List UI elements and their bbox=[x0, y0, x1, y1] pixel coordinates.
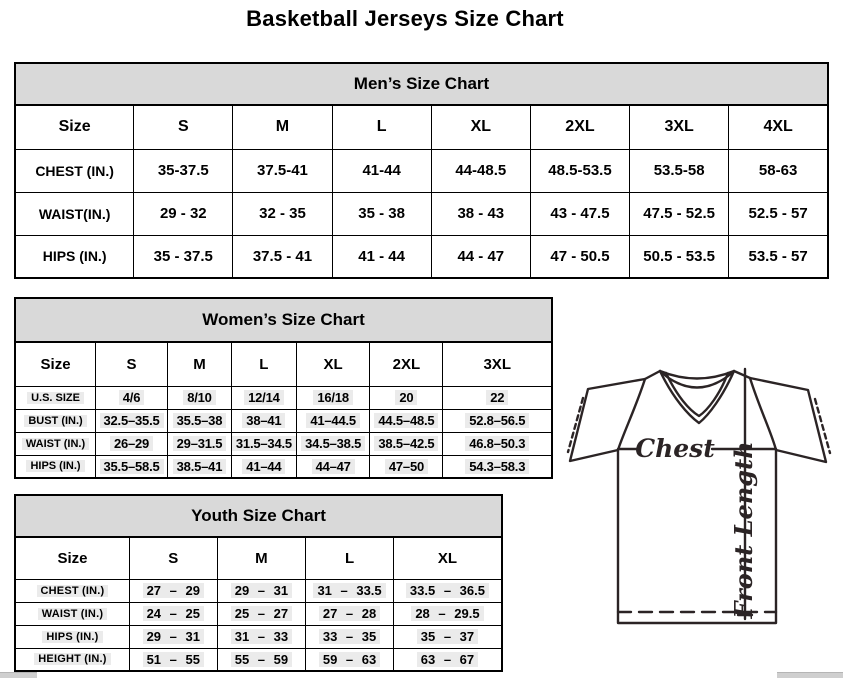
youth-cell-3-2-text: 59 – 63 bbox=[319, 652, 380, 667]
youth-size-table bbox=[14, 494, 503, 672]
mens-cell-1-1: 32 - 35 bbox=[233, 192, 332, 235]
youth-row-label-1 bbox=[15, 602, 129, 625]
womens-cell-0-3-text: 16/18 bbox=[313, 390, 353, 405]
womens-row-label-2-text: WAIST (IN.) bbox=[22, 438, 89, 450]
mens-cell-1-4: 43 - 47.5 bbox=[530, 192, 629, 235]
youth-row-1 bbox=[15, 602, 502, 625]
youth-size-label: Size bbox=[15, 537, 129, 579]
youth-col-header-s: S bbox=[129, 537, 217, 579]
womens-cell-2-1 bbox=[168, 432, 232, 455]
youth-cell-3-3 bbox=[393, 648, 502, 671]
womens-row-label-0-text: U.S. SIZE bbox=[27, 392, 84, 404]
youth-cell-2-0 bbox=[129, 625, 217, 648]
youth-cell-3-1 bbox=[217, 648, 306, 671]
mens-row-0 bbox=[15, 149, 828, 192]
womens-col-header-s: S bbox=[96, 342, 168, 386]
youth-cell-1-0-text: 24 – 25 bbox=[143, 606, 204, 621]
mens-row-label-1: WAIST(IN.) bbox=[15, 192, 134, 235]
youth-cell-1-1-text: 25 – 27 bbox=[231, 606, 292, 621]
youth-cell-2-3-text: 35 – 37 bbox=[417, 629, 478, 644]
womens-cell-1-3 bbox=[296, 409, 370, 432]
womens-cell-1-5 bbox=[443, 409, 552, 432]
mens-col-header-2xl: 2XL bbox=[530, 105, 629, 149]
womens-cell-0-4 bbox=[370, 386, 443, 409]
womens-cell-0-1 bbox=[168, 386, 232, 409]
youth-cell-2-1 bbox=[217, 625, 306, 648]
womens-cell-1-4 bbox=[370, 409, 443, 432]
scrollbar-fragment-left bbox=[0, 672, 37, 678]
womens-table-title: Women’s Size Chart bbox=[15, 298, 552, 342]
front-length-label: Front Length bbox=[729, 441, 758, 619]
mens-cell-1-3: 38 - 43 bbox=[431, 192, 530, 235]
youth-cell-0-3 bbox=[393, 579, 502, 602]
womens-size-label: Size bbox=[15, 342, 96, 386]
youth-table-title: Youth Size Chart bbox=[15, 495, 502, 537]
youth-row-0 bbox=[15, 579, 502, 602]
mens-cell-0-4: 48.5-53.5 bbox=[530, 149, 629, 192]
page-title: Basketball Jerseys Size Chart bbox=[246, 6, 564, 31]
mens-col-header-xl: XL bbox=[431, 105, 530, 149]
mens-row-1 bbox=[15, 192, 828, 235]
youth-cell-3-0 bbox=[129, 648, 217, 671]
mens-cell-1-6: 52.5 - 57 bbox=[729, 192, 828, 235]
womens-cell-2-3-text: 34.5–38.5 bbox=[301, 436, 365, 451]
mens-row-label-0: CHEST (IN.) bbox=[15, 149, 134, 192]
mens-cell-0-0: 35-37.5 bbox=[134, 149, 233, 192]
mens-cell-0-6: 58-63 bbox=[729, 149, 828, 192]
womens-cell-1-1 bbox=[168, 409, 232, 432]
youth-cell-3-2 bbox=[306, 648, 394, 671]
mens-row-2 bbox=[15, 235, 828, 278]
mens-col-header-m: M bbox=[233, 105, 332, 149]
youth-cell-0-1 bbox=[217, 579, 306, 602]
womens-cell-0-1-text: 8/10 bbox=[183, 390, 216, 405]
womens-cell-0-0-text: 4/6 bbox=[119, 390, 144, 405]
womens-cell-1-4-text: 44.5–48.5 bbox=[374, 413, 438, 428]
youth-cell-1-3 bbox=[393, 602, 502, 625]
womens-cell-2-5 bbox=[443, 432, 552, 455]
mens-row-label-2: HIPS (IN.) bbox=[15, 235, 134, 278]
womens-size-table bbox=[14, 297, 553, 479]
womens-row-label-2 bbox=[15, 432, 96, 455]
mens-col-header-4xl: 4XL bbox=[729, 105, 828, 149]
womens-cell-3-1 bbox=[168, 455, 232, 478]
youth-row-label-1-text: WAIST (IN.) bbox=[38, 608, 107, 620]
mens-size-table bbox=[14, 62, 829, 279]
womens-cell-1-0-text: 32.5–35.5 bbox=[100, 413, 164, 428]
mens-col-header-3xl: 3XL bbox=[630, 105, 729, 149]
jersey-measurement-diagram bbox=[558, 362, 840, 672]
youth-row-2 bbox=[15, 625, 502, 648]
mens-cell-0-3: 44-48.5 bbox=[431, 149, 530, 192]
youth-col-header-l: L bbox=[306, 537, 394, 579]
mens-cell-0-1: 37.5-41 bbox=[233, 149, 332, 192]
womens-cell-0-3 bbox=[296, 386, 370, 409]
youth-cell-1-1 bbox=[217, 602, 306, 625]
womens-cell-3-4-text: 47–50 bbox=[385, 459, 428, 474]
womens-row-3 bbox=[15, 455, 552, 478]
youth-row-label-3 bbox=[15, 648, 129, 671]
mens-cell-0-5: 53.5-58 bbox=[630, 149, 729, 192]
youth-cell-0-2-text: 31 – 33.5 bbox=[313, 583, 385, 598]
womens-cell-0-4-text: 20 bbox=[395, 390, 417, 405]
mens-col-header-s: S bbox=[134, 105, 233, 149]
youth-cell-2-1-text: 31 – 33 bbox=[231, 629, 292, 644]
womens-cell-2-0-text: 26–29 bbox=[110, 436, 153, 451]
mens-cell-2-6: 53.5 - 57 bbox=[729, 235, 828, 278]
mens-cell-2-1: 37.5 - 41 bbox=[233, 235, 332, 278]
womens-cell-2-4-text: 38.5–42.5 bbox=[374, 436, 438, 451]
womens-row-label-3 bbox=[15, 455, 96, 478]
womens-cell-2-2-text: 31.5–34.5 bbox=[232, 436, 296, 451]
womens-cell-3-3 bbox=[296, 455, 370, 478]
womens-cell-0-2 bbox=[231, 386, 296, 409]
womens-cell-3-2 bbox=[231, 455, 296, 478]
youth-cell-3-1-text: 55 – 59 bbox=[231, 652, 292, 667]
womens-cell-3-1-text: 38.5–41 bbox=[173, 459, 227, 474]
womens-cell-2-1-text: 29–31.5 bbox=[173, 436, 227, 451]
womens-cell-2-0 bbox=[96, 432, 168, 455]
womens-row-label-3-text: HIPS (IN.) bbox=[26, 460, 84, 472]
womens-row-0 bbox=[15, 386, 552, 409]
womens-cell-0-0 bbox=[96, 386, 168, 409]
womens-cell-1-0 bbox=[96, 409, 168, 432]
womens-cell-3-5-text: 54.3–58.3 bbox=[465, 459, 529, 474]
mens-table-title: Men’s Size Chart bbox=[15, 63, 828, 105]
womens-cell-2-3 bbox=[296, 432, 370, 455]
youth-row-label-2 bbox=[15, 625, 129, 648]
mens-cell-2-3: 44 - 47 bbox=[431, 235, 530, 278]
womens-col-header-xl: XL bbox=[296, 342, 370, 386]
womens-col-header-2xl: 2XL bbox=[370, 342, 443, 386]
youth-cell-1-0 bbox=[129, 602, 217, 625]
youth-cell-3-3-text: 63 – 67 bbox=[417, 652, 478, 667]
youth-cell-1-2 bbox=[306, 602, 394, 625]
womens-cell-2-5-text: 46.8–50.3 bbox=[465, 436, 529, 451]
womens-cell-2-4 bbox=[370, 432, 443, 455]
youth-cell-1-2-text: 27 – 28 bbox=[319, 606, 380, 621]
womens-col-header-m: M bbox=[168, 342, 232, 386]
mens-cell-2-2: 41 - 44 bbox=[332, 235, 431, 278]
womens-cell-1-5-text: 52.8–56.5 bbox=[465, 413, 529, 428]
youth-cell-3-0-text: 51 – 55 bbox=[143, 652, 204, 667]
mens-cell-2-0: 35 - 37.5 bbox=[134, 235, 233, 278]
youth-cell-0-0-text: 27 – 29 bbox=[143, 583, 204, 598]
womens-cell-2-2 bbox=[231, 432, 296, 455]
womens-row-label-1 bbox=[15, 409, 96, 432]
youth-cell-0-1-text: 29 – 31 bbox=[231, 583, 292, 598]
womens-cell-1-2-text: 38–41 bbox=[242, 413, 285, 428]
mens-col-header-l: L bbox=[332, 105, 431, 149]
womens-row-2 bbox=[15, 432, 552, 455]
jersey-outline bbox=[568, 369, 830, 623]
womens-cell-3-4 bbox=[370, 455, 443, 478]
youth-cell-0-2 bbox=[306, 579, 394, 602]
womens-cell-3-0-text: 35.5–58.5 bbox=[100, 459, 164, 474]
womens-cell-0-5 bbox=[443, 386, 552, 409]
chest-label: Chest bbox=[635, 434, 715, 463]
mens-cell-1-0: 29 - 32 bbox=[134, 192, 233, 235]
mens-cell-2-4: 47 - 50.5 bbox=[530, 235, 629, 278]
youth-col-header-xl: XL bbox=[393, 537, 502, 579]
youth-row-label-3-text: HEIGHT (IN.) bbox=[34, 653, 110, 665]
youth-col-header-m: M bbox=[217, 537, 306, 579]
mens-cell-0-2: 41-44 bbox=[332, 149, 431, 192]
youth-row-label-0-text: CHEST (IN.) bbox=[37, 585, 109, 597]
womens-col-header-3xl: 3XL bbox=[443, 342, 552, 386]
youth-cell-2-3 bbox=[393, 625, 502, 648]
womens-cell-1-2 bbox=[231, 409, 296, 432]
womens-cell-0-2-text: 12/14 bbox=[244, 390, 284, 405]
youth-cell-2-0-text: 29 – 31 bbox=[143, 629, 204, 644]
womens-cell-3-2-text: 41–44 bbox=[242, 459, 285, 474]
youth-cell-0-3-text: 33.5 – 36.5 bbox=[406, 583, 489, 598]
womens-row-label-0 bbox=[15, 386, 96, 409]
womens-cell-3-0 bbox=[96, 455, 168, 478]
mens-size-label: Size bbox=[15, 105, 134, 149]
womens-cell-1-1-text: 35.5–38 bbox=[173, 413, 227, 428]
womens-cell-1-3-text: 41–44.5 bbox=[306, 413, 360, 428]
womens-cell-0-5-text: 22 bbox=[486, 390, 508, 405]
youth-cell-1-3-text: 28 – 29.5 bbox=[411, 606, 483, 621]
womens-col-header-l: L bbox=[231, 342, 296, 386]
mens-cell-1-5: 47.5 - 52.5 bbox=[630, 192, 729, 235]
youth-cell-2-2 bbox=[306, 625, 394, 648]
youth-cell-2-2-text: 33 – 35 bbox=[319, 629, 380, 644]
womens-cell-3-3-text: 44–47 bbox=[312, 459, 355, 474]
youth-row-3 bbox=[15, 648, 502, 671]
youth-cell-0-0 bbox=[129, 579, 217, 602]
scrollbar-fragment-right bbox=[777, 672, 843, 678]
mens-cell-2-5: 50.5 - 53.5 bbox=[630, 235, 729, 278]
youth-row-label-2-text: HIPS (IN.) bbox=[42, 631, 102, 643]
youth-row-label-0 bbox=[15, 579, 129, 602]
womens-cell-3-5 bbox=[443, 455, 552, 478]
womens-row-1 bbox=[15, 409, 552, 432]
womens-row-label-1-text: BUST (IN.) bbox=[24, 415, 86, 427]
mens-cell-1-2: 35 - 38 bbox=[332, 192, 431, 235]
